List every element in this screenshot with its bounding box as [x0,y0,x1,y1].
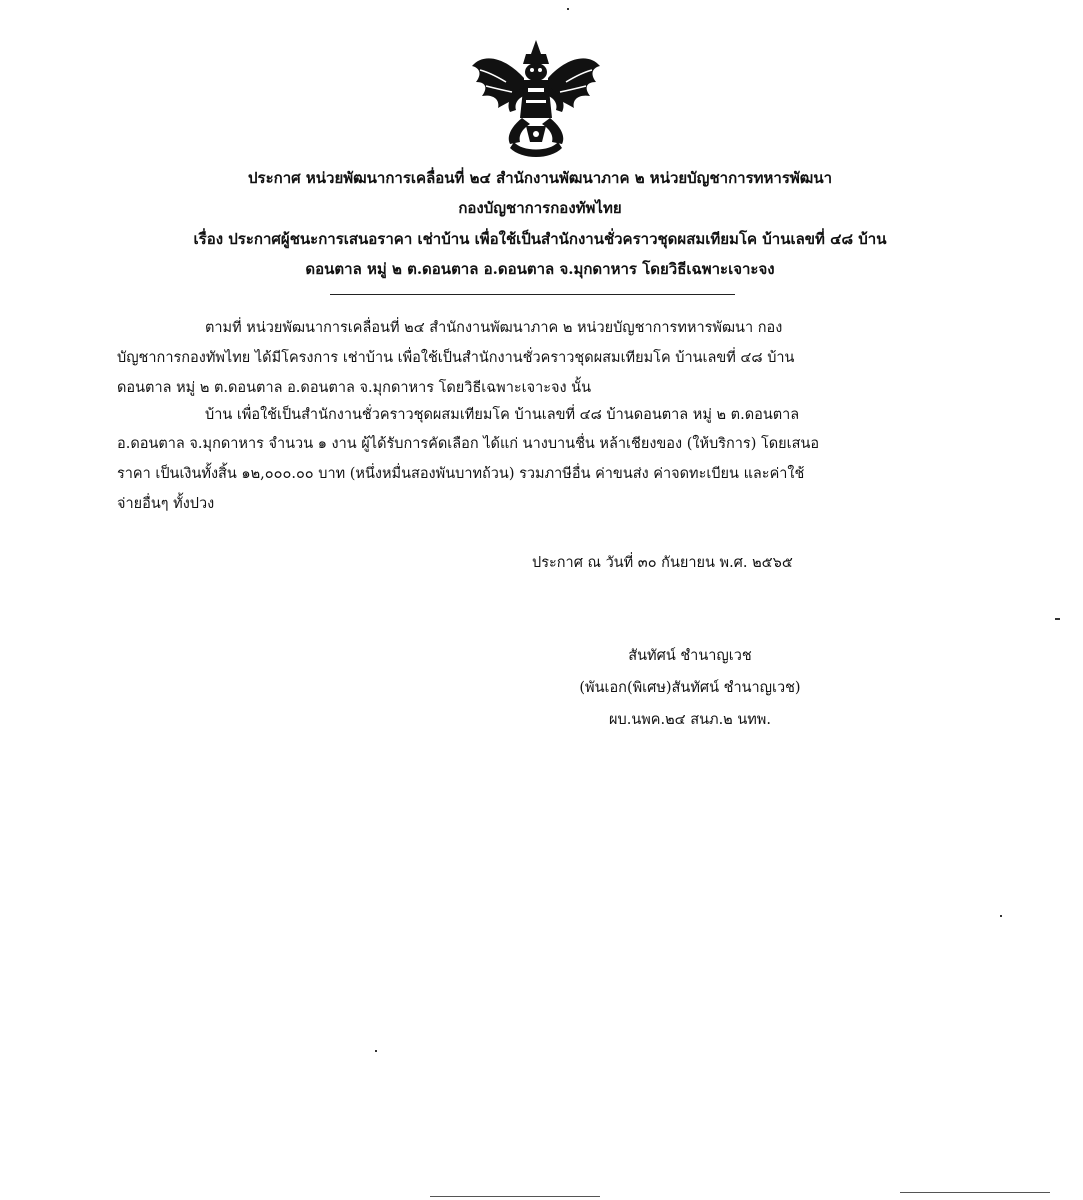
scan-speck [375,1050,377,1052]
paragraph-1-line-1: ตามที่ หน่วยพัฒนาการเคลื่อนที่ ๒๔ สำนักงานพัฒนาภาค ๒ หน่วยบัญชาการทหารพัฒนา กอง [205,320,783,336]
paragraph-2-line-3: ราคา เป็นเงินทั้งสิ้น ๑๒,๐๐๐.๐๐ บาท (หนึ่งหมื่นสองพันบาทถ้วน) รวมภาษีอื่น ค่าขนส่ง ค่าจดทะเบียน และค่าใช้ [117,466,805,482]
signatory-full-name: (พันเอก(พิเศษ)สันทัศน์ ชำนาญเวช) [579,680,801,696]
bottom-edge-line [900,1192,1050,1193]
scan-speck [1000,915,1002,917]
paragraph-2-line-2: อ.ดอนตาล จ.มุกดาหาร จำนวน ๑ งาน ผู้ได้รับการคัดเลือก ได้แก่ นางบานชื่น หล้าเชียงของ (ให้บริการ) โดยเสนอ [117,436,820,452]
scan-speck [567,8,569,10]
garuda-emblem-icon [466,38,606,160]
heading-line-2: กองบัญชาการกองทัพไทย [458,199,622,217]
bottom-edge-line [430,1196,600,1197]
announcement-date: ประกาศ ณ วันที่ ๓๐ กันยายน พ.ศ. ๒๕๖๕ [532,555,793,571]
heading-subject-line-2: ดอนตาล หมู่ ๒ ต.ดอนตาล อ.ดอนตาล จ.มุกดาหาร โดยวิธีเฉพาะเจาะจง [305,260,775,278]
paragraph-2-line-1: บ้าน เพื่อใช้เป็นสำนักงานชั่วคราวชุดผสมเทียมโค บ้านเลขที่ ๔๘ บ้านดอนตาล หมู่ ๒ ต.ดอนตาล [205,407,800,423]
heading-divider [330,294,735,295]
paragraph-2-line-4: จ่ายอื่นๆ ทั้งปวง [117,496,215,512]
paragraph-1-line-3: ดอนตาล หมู่ ๒ ต.ดอนตาล อ.ดอนตาล จ.มุกดาหาร โดยวิธีเฉพาะเจาะจง นั้น [117,380,592,396]
scan-speck [1055,618,1060,620]
heading-line-1: ประกาศ หน่วยพัฒนาการเคลื่อนที่ ๒๔ สำนักงานพัฒนาภาค ๒ หน่วยบัญชาการทหารพัฒนา [248,169,832,187]
signatory-name: สันทัศน์ ชำนาญเวช [628,648,752,664]
paragraph-1-line-2: บัญชาการกองทัพไทย ได้มีโครงการ เช่าบ้าน เพื่อใช้เป็นสำนักงานชั่วคราวชุดผสมเทียมโค บ้านเลขที่ ๔๘ บ้าน [117,350,795,366]
heading-subject-line-1: เรื่อง ประกาศผู้ชนะการเสนอราคา เช่าบ้าน เพื่อใช้เป็นสำนักงานชั่วคราวชุดผสมเทียมโค บ้านเลขที่ ๔๘ บ้าน [193,230,887,248]
signatory-position: ผบ.นพค.๒๔ สนภ.๒ นทพ. [609,712,771,728]
